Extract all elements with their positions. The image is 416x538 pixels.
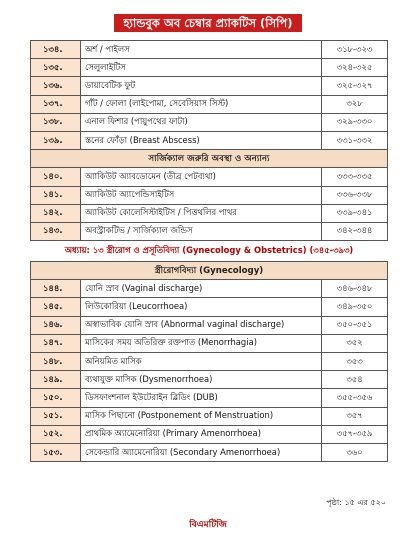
entry-number: ১৪৬.	[31, 316, 81, 334]
entry-page: ৩৫০-৩৫১	[322, 316, 388, 334]
entry-number: ১৩৬.	[31, 77, 81, 95]
entry-topic: স্তনের ফোঁড়া (Breast Abscess)	[81, 131, 322, 149]
table-row	[31, 222, 388, 240]
page-title: হ্যান্ডবুক অব চেম্বার প্র্যাকটিস (সিপি)	[114, 14, 303, 32]
entry-number: ১৩৮.	[31, 113, 81, 131]
section-heading-row	[31, 262, 388, 280]
table-row	[31, 316, 388, 334]
entry-number: ১৪৮.	[31, 353, 81, 371]
entry-topic: অ্যাকিউট অ্যাপেন্ডিসাইটিস	[81, 186, 322, 204]
table-row	[31, 407, 388, 425]
entry-page: ৩৫৭-৩৫৯	[322, 425, 388, 443]
publisher-name: বিএমটিজি	[189, 520, 227, 530]
table-row	[31, 389, 388, 407]
entry-number: ১৪৯.	[31, 371, 81, 389]
section-heading: সার্জিক্যাল জরুরি অবস্থা ও অন্যান্য	[31, 150, 388, 168]
entry-topic: অ্যাকিউট অ্যাবডোমেন (তীব্র পেটব্যথা)	[81, 168, 322, 186]
entry-topic: অনিয়মিত মাসিক	[81, 353, 322, 371]
entry-number: ১৫২.	[31, 425, 81, 443]
entry-topic: এনাল ফিশার (পায়ুপথের ফাটা)	[81, 113, 322, 131]
entry-page: ৩৫২	[322, 334, 388, 352]
table-row	[31, 113, 388, 131]
entry-page: ৩৫৭	[322, 407, 388, 425]
entry-page: ৩২৮	[322, 95, 388, 113]
table-row	[31, 41, 388, 59]
contents-table	[30, 40, 388, 462]
entry-number: ১৩৭.	[31, 95, 81, 113]
entry-page: ৩২৯-৩৩০	[322, 113, 388, 131]
entry-page: ৩২৫-৩২৭	[322, 77, 388, 95]
entry-topic: অ্যাকিউট কোলেসিস্টাইটিস / পিত্তথলির পাথর	[81, 204, 322, 222]
table-row	[31, 298, 388, 316]
entry-page: ৩৪৯-৩৫০	[322, 298, 388, 316]
entry-number: ১৪০.	[31, 168, 81, 186]
entry-topic: প্রাথমিক অ্যামেনোরিয়া (Primary Amenorrhoea)	[81, 425, 322, 443]
entry-number: ১৪৭.	[31, 334, 81, 352]
page-number-info: পৃষ্ঠা: ১৫ এর ৫২০	[326, 498, 386, 507]
entry-page: ৩১৮-৩২৩	[322, 41, 388, 59]
table-row	[31, 353, 388, 371]
entry-page: ৩৩৬-৩৩৮	[322, 186, 388, 204]
table-row	[31, 443, 388, 461]
entry-topic: যোনি স্রাব (Vaginal discharge)	[81, 280, 322, 298]
table-row	[31, 77, 388, 95]
section-heading-row	[31, 150, 388, 168]
entry-page: ৩৩১-৩৩২	[322, 131, 388, 149]
entry-page: ৩৬০	[322, 443, 388, 461]
entry-topic: অস্বাভাবিক যোনি স্রাব (Abnormal vaginal discharge)	[81, 316, 322, 334]
entry-topic: সেকেন্ডারি অ্যামেনোরিয়া (Secondary Amenorrhoea)	[81, 443, 322, 461]
table-row	[31, 371, 388, 389]
entry-page: ৩৪৬-৩৪৮	[322, 280, 388, 298]
table-row	[31, 131, 388, 149]
entry-page: ৩২৪-৩২৫	[322, 59, 388, 77]
table-row	[31, 168, 388, 186]
chapter-heading-row	[31, 241, 388, 262]
entry-topic: অবস্ট্রাকটিভ / সার্জিক্যাল জন্ডিস	[81, 222, 322, 240]
entry-topic: ডায়াবেটিক ফুট	[81, 77, 322, 95]
table-row	[31, 204, 388, 222]
entry-page: ৩৩৩-৩৩৫	[322, 168, 388, 186]
entry-page: ৩৪২-৩৪৪	[322, 222, 388, 240]
entry-number: ১৫৩.	[31, 443, 81, 461]
chapter-heading: অধ্যায়: ১৩ স্ত্রীরোগ ও প্রসূতিবিদ্যা (Gynecology & Obstetrics) (৩৪৫-৩৯৩)	[64, 245, 354, 256]
table-row	[31, 280, 388, 298]
entry-page: ৩৩৯-৩৪১	[322, 204, 388, 222]
entry-number: ১৪৫.	[31, 298, 81, 316]
entry-number: ১৪৩.	[31, 222, 81, 240]
entry-topic: গাঁট / ফোলা (লাইপোমা, সেবেসিয়াস সিস্ট)	[81, 95, 322, 113]
entry-page: ৩৫৪	[322, 371, 388, 389]
entry-topic: লিউকোরিয়া (Leucorrhoea)	[81, 298, 322, 316]
table-row	[31, 425, 388, 443]
title-banner	[0, 12, 416, 32]
entry-topic: অর্শ / পাইলস	[81, 41, 322, 59]
entry-number: ১৩৯.	[31, 131, 81, 149]
table-row	[31, 186, 388, 204]
entry-number: ১৩৫.	[31, 59, 81, 77]
table-row	[31, 95, 388, 113]
entry-topic: ডিসফাংশনাল ইউটেরাইন ব্লিডিং (DUB)	[81, 389, 322, 407]
entry-page: ৩৫৩	[322, 353, 388, 371]
entry-number: ১৪২.	[31, 204, 81, 222]
section-heading: স্ত্রীরোগবিদ্যা (Gynecology)	[31, 262, 388, 280]
entry-number: ১৫০.	[31, 389, 81, 407]
entry-number: ১৫১.	[31, 407, 81, 425]
entry-topic: ব্যথাযুক্ত মাসিক (Dysmenorrhoea)	[81, 371, 322, 389]
entry-number: ১৪১.	[31, 186, 81, 204]
entry-number: ১৩৪.	[31, 41, 81, 59]
table-row	[31, 59, 388, 77]
entry-topic: মাসিক পিছানো (Postponement of Menstruation)	[81, 407, 322, 425]
entry-topic: মাসিকের সময় অতিরিক্ত রক্তপাত (Menorrhagia)	[81, 334, 322, 352]
table-row	[31, 334, 388, 352]
entry-page: ৩৫৫-৩৫৬	[322, 389, 388, 407]
entry-topic: সেলুলাইটিস	[81, 59, 322, 77]
entry-number: ১৪৪.	[31, 280, 81, 298]
